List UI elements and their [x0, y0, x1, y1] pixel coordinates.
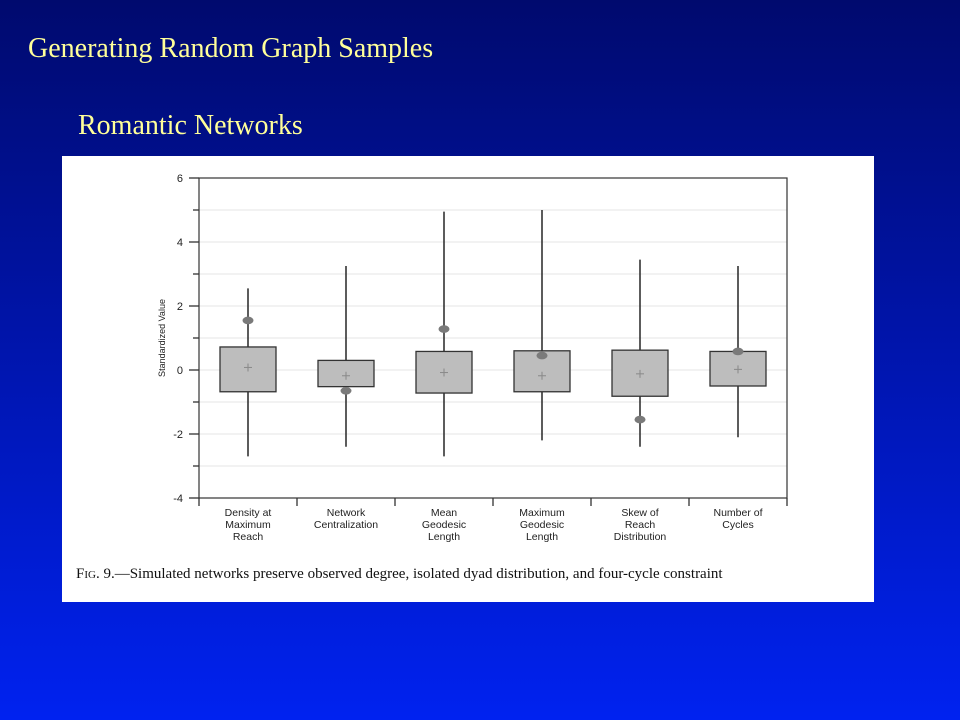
x-category-label: Maximum [225, 519, 271, 531]
y-tick-label: -2 [173, 429, 183, 441]
x-category-label: Skew of [621, 507, 659, 519]
y-tick-label: -4 [173, 493, 183, 505]
x-category-label: Reach [232, 531, 264, 543]
x-category-label: Length [427, 531, 461, 543]
figure-caption [76, 566, 723, 583]
y-axis-title: Standardized Value [157, 299, 167, 377]
x-category-label: Geodesic [519, 519, 565, 531]
slide-subtitle: Romantic Networks [78, 110, 303, 141]
observed-point [635, 416, 646, 424]
x-category-label: Length [525, 531, 559, 543]
x-category-label: Centralization [313, 519, 379, 531]
caption-prefix: Fig. 9. [76, 566, 115, 582]
x-category-label: Cycles [722, 519, 754, 531]
observed-point [439, 325, 450, 333]
x-category-label: Geodesic [421, 519, 467, 531]
caption-text: —Simulated networks preserve observed degree, isolated dyad distribution, and four-cycle constraint [114, 566, 723, 582]
x-category-label: Reach [624, 519, 656, 531]
y-tick-label: 4 [176, 237, 183, 249]
slide-title: Generating Random Graph Samples [28, 33, 434, 64]
observed-point [243, 317, 254, 325]
y-tick-label: 0 [176, 365, 183, 377]
observed-point [733, 348, 744, 356]
observed-point [341, 387, 352, 395]
x-category-label: Maximum [519, 507, 565, 519]
x-category-label: Number of [713, 507, 763, 519]
x-category-label: Network [326, 507, 366, 519]
boxplot-chart [62, 156, 874, 602]
x-category-label: Distribution [613, 531, 667, 543]
observed-point [537, 352, 548, 360]
x-category-label: Mean [430, 507, 458, 519]
y-tick-label: 2 [176, 301, 183, 313]
y-tick-label: 6 [176, 173, 183, 185]
x-category-label: Density at [224, 507, 272, 519]
figure-panel [62, 156, 874, 602]
